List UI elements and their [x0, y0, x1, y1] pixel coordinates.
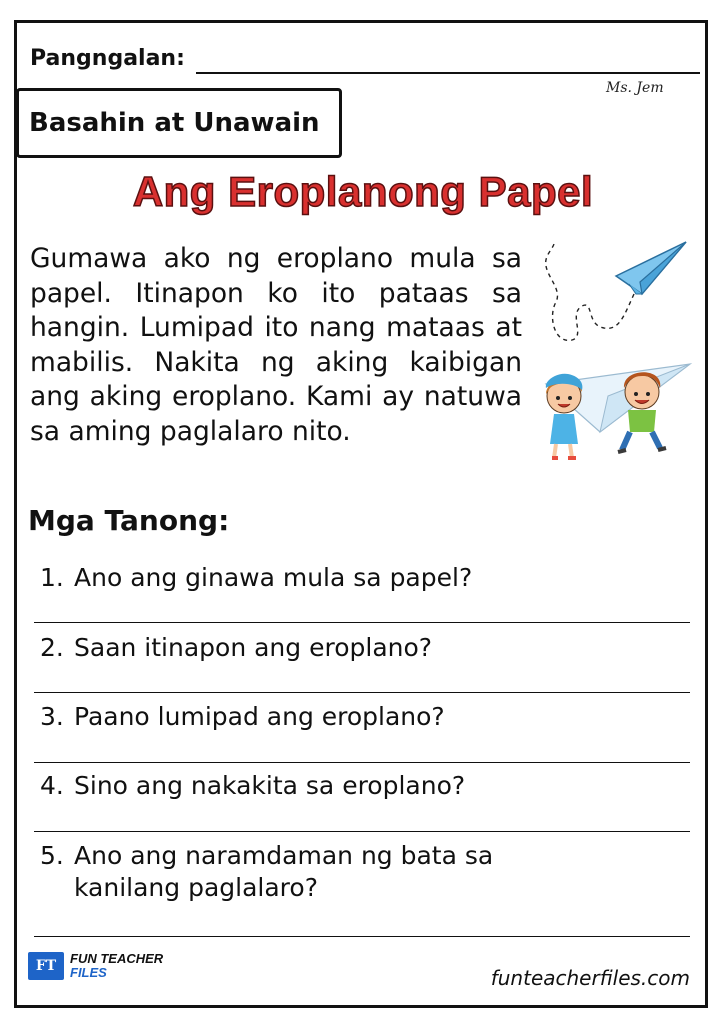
question-number: 3.: [40, 702, 64, 731]
question-number: 2.: [40, 633, 64, 662]
question-number: 5.: [40, 841, 64, 870]
story-paragraph: Gumawa ako ng eroplano mula sa papel. Itinapon ko ito pataas sa hangin. Lumipad ito nang mataas at mabilis. Nakita ng aking kaibigan ang aking eroplano. Kami ay natuwa sa aming paglalaro nito.: [30, 243, 522, 447]
paper-plane-icon: [616, 242, 686, 294]
answer-line-5[interactable]: [34, 936, 690, 937]
answer-line-4[interactable]: [34, 831, 690, 832]
answer-line-2[interactable]: [34, 692, 690, 693]
question-number: 1.: [40, 563, 64, 592]
question-4: [40, 770, 465, 802]
question-1: [40, 562, 472, 594]
publisher-logo: [28, 952, 163, 980]
question-2: [40, 632, 432, 664]
section-label-box: [16, 88, 342, 158]
logo-line-1: FUN TEACHER: [70, 951, 164, 966]
question-5: [40, 840, 594, 904]
logo-badge: FT: [28, 952, 64, 980]
author-signature: Ms. Jem: [606, 80, 664, 96]
question-text: Ano ang ginawa mula sa papel?: [74, 563, 473, 592]
name-label: Pangngalan:: [30, 46, 185, 71]
question-3: [40, 701, 445, 733]
logo-text: [70, 952, 163, 980]
question-text: Saan itinapon ang eroplano?: [74, 633, 433, 662]
footer-website: funteacherfiles.com: [490, 966, 690, 990]
section-label: Basahin at Unawain: [29, 108, 320, 138]
question-text: Sino ang nakakita sa eroplano?: [74, 771, 466, 800]
question-text: Ano ang naramdaman ng bata sa kanilang paglalaro?: [74, 841, 494, 902]
paper-plane-kids-illustration: [524, 236, 700, 468]
answer-line-3[interactable]: [34, 762, 690, 763]
questions-heading: Mga Tanong:: [28, 504, 230, 537]
story-title: Ang Eroplanong Papel: [132, 168, 594, 215]
question-number: 4.: [40, 771, 64, 800]
question-text: Paano lumipad ang eroplano?: [74, 702, 445, 731]
girl-character-icon: [546, 374, 583, 458]
answer-line-1[interactable]: [34, 622, 690, 623]
logo-line-2: FILES: [70, 965, 107, 980]
name-answer-line[interactable]: [196, 72, 700, 74]
